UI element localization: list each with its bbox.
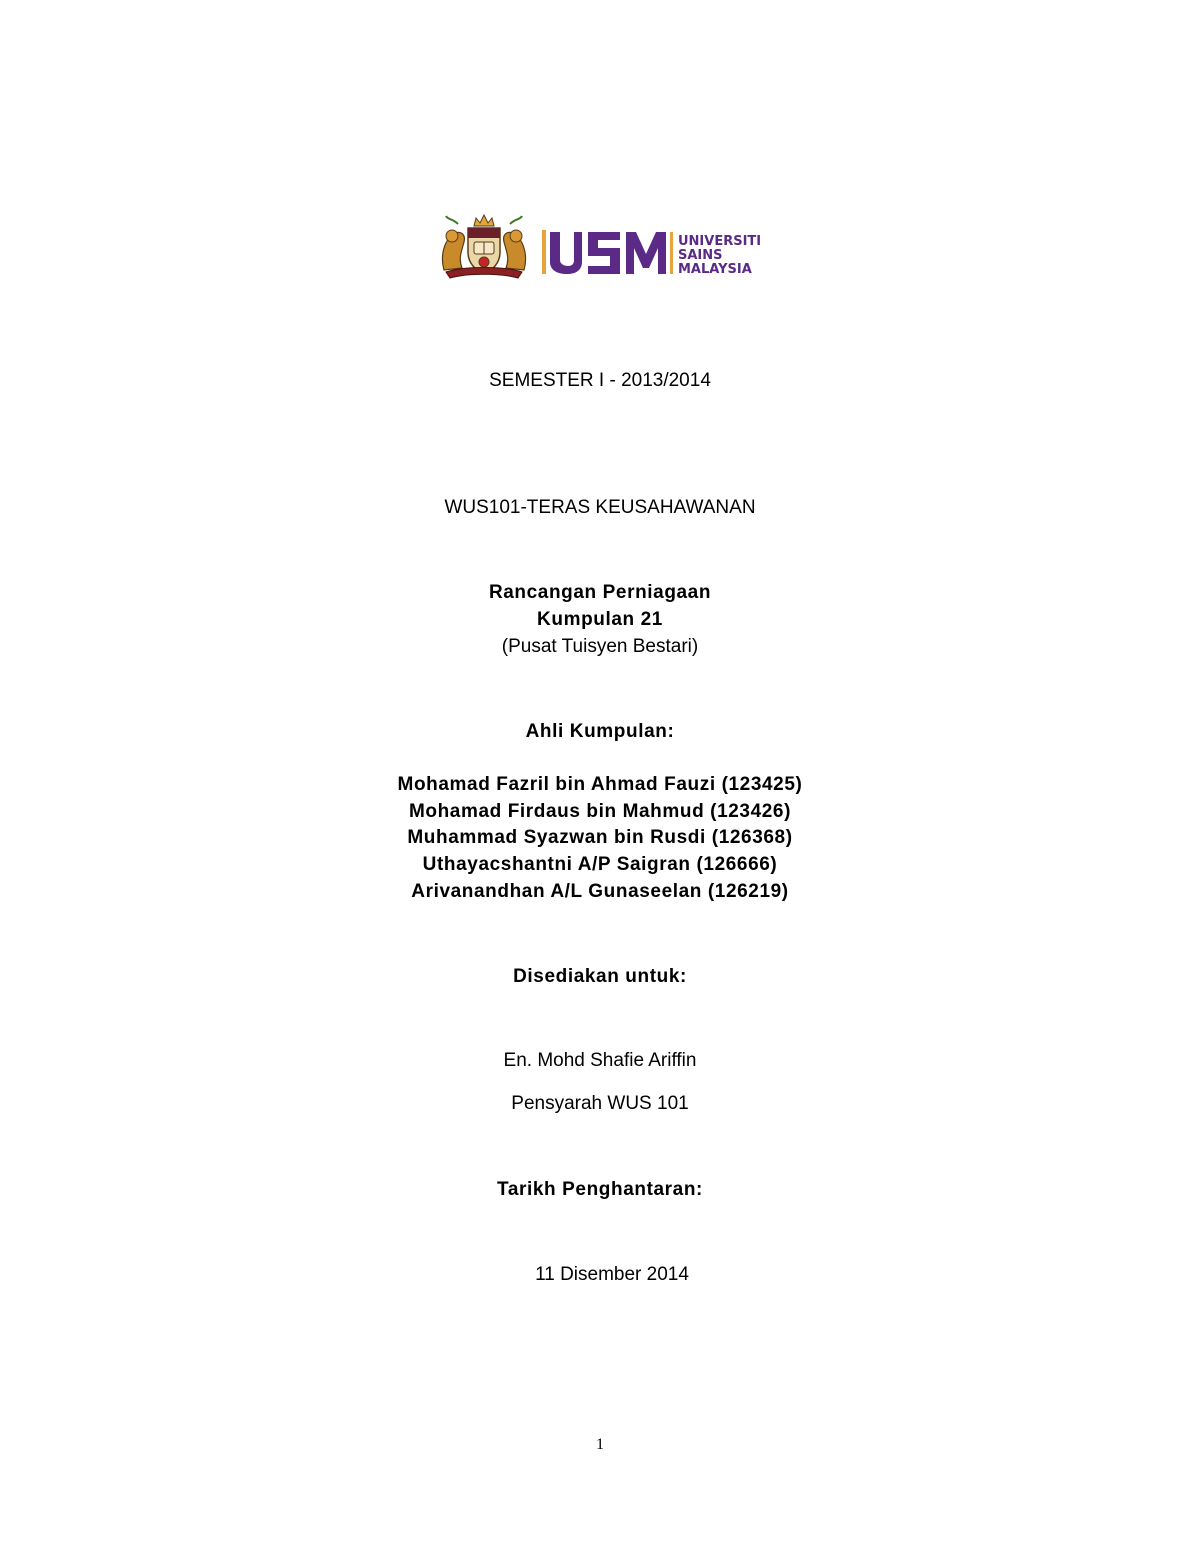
course-line: WUS101-TERAS KEUSAHAWANAN [444, 497, 756, 518]
logo-line-2: SAINS [678, 248, 723, 263]
semester-line: SEMESTER I - 2013/2014 [489, 370, 711, 391]
document-title: Rancangan Perniagaan [488, 582, 712, 603]
usm-wordmark [550, 232, 761, 277]
submission-date: 11 Disember 2014 [535, 1264, 689, 1285]
submission-heading: Tarikh Penghantaran: [497, 1179, 703, 1200]
university-logo [438, 212, 762, 282]
document-subtitle: (Pusat Tuisyen Bestari) [501, 636, 699, 657]
member-item: Mohamad Firdaus bin Mahmud (123426) [408, 801, 792, 822]
logo-line-3: MALAYSIA [678, 262, 752, 277]
page-number: 1 [596, 1436, 604, 1453]
member-item: Muhammad Syazwan bin Rusdi (126368) [407, 827, 793, 848]
lecturer-title: Pensyarah WUS 101 [511, 1093, 689, 1114]
member-item: Mohamad Fazril bin Ahmad Fauzi (123425) [397, 774, 803, 795]
group-label: Kumpulan 21 [537, 609, 663, 630]
logo-line-1: UNIVERSITI [678, 234, 762, 249]
members-heading: Ahli Kumpulan: [525, 721, 675, 742]
member-item: Uthayacshantni A/P Saigran (126666) [422, 854, 778, 875]
prepared-for-heading: Disediakan untuk: [513, 966, 687, 987]
lecturer-name: En. Mohd Shafie Ariffin [503, 1050, 697, 1071]
member-item: Arivanandhan A/L Gunaseelan (126219) [411, 881, 789, 902]
usm-crest-icon [442, 215, 525, 278]
